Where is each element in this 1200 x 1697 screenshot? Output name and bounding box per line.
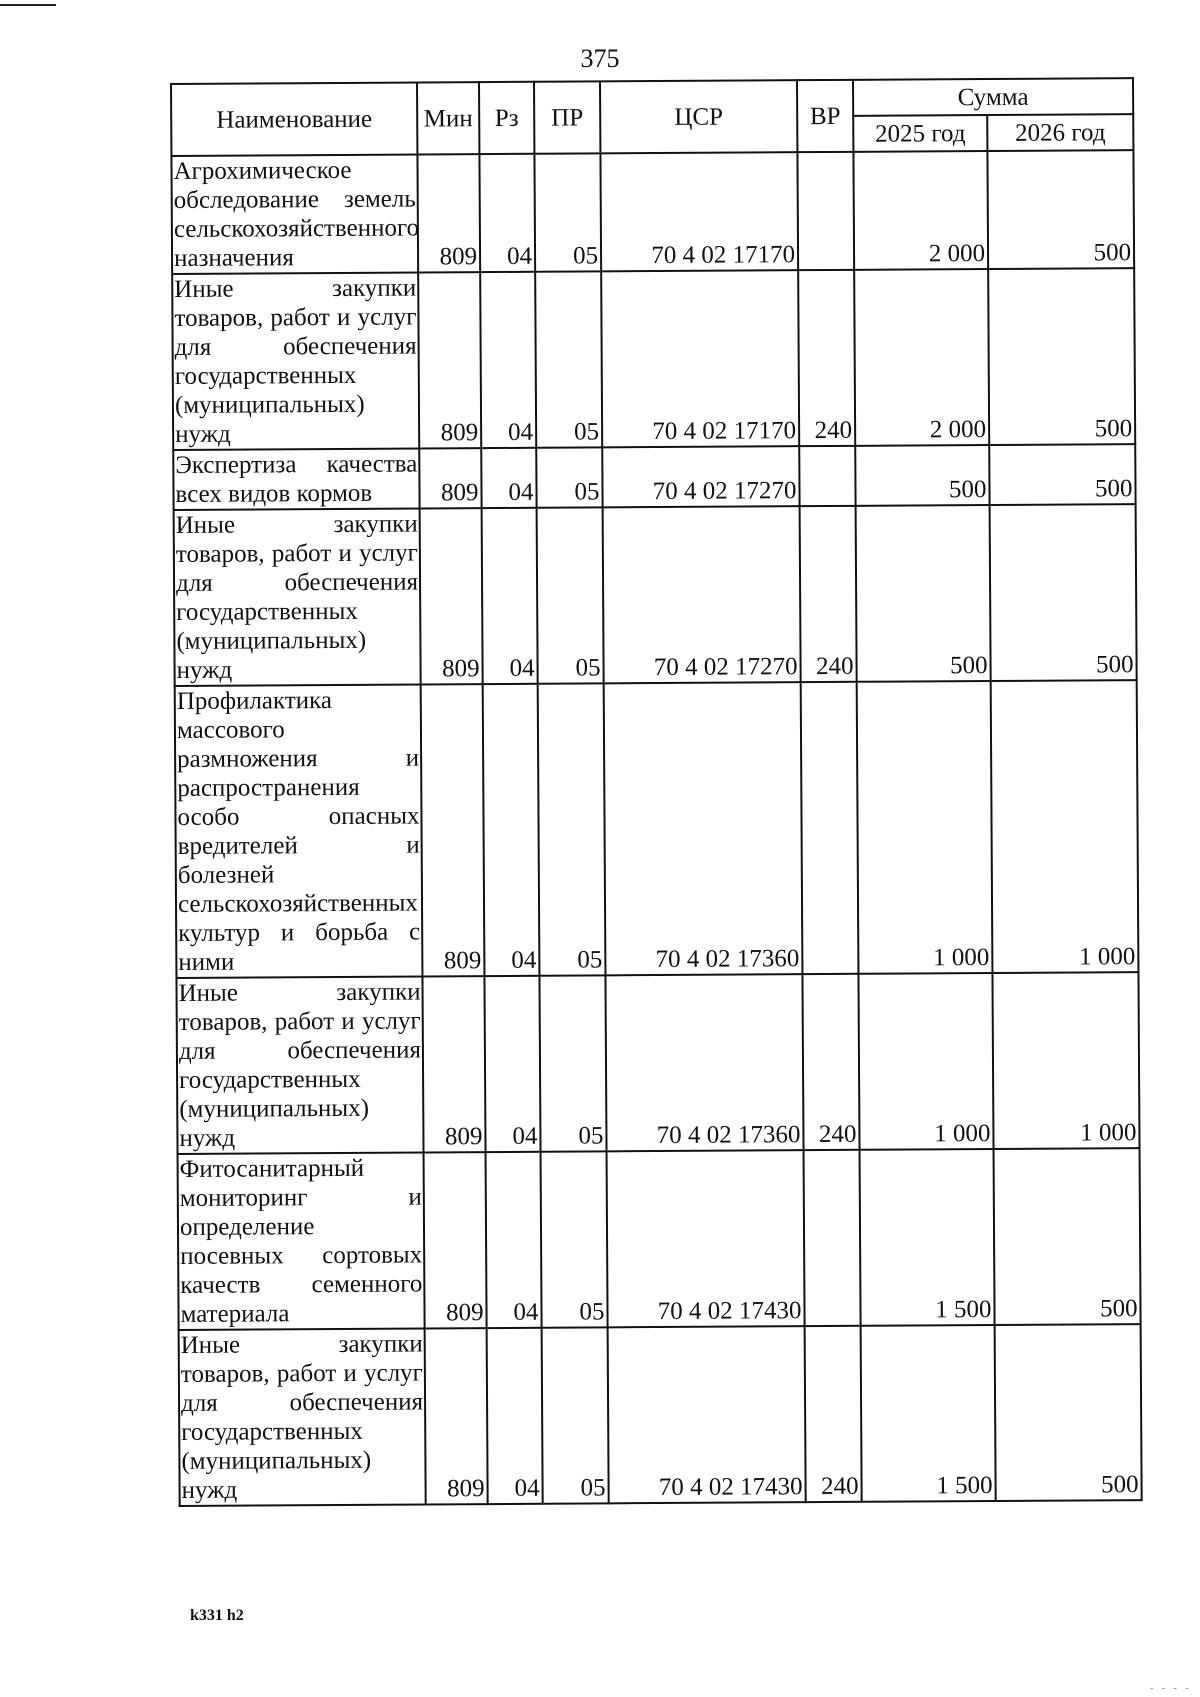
table-row xyxy=(173,444,1135,510)
cell-min: 809 xyxy=(417,154,480,272)
cell-vr xyxy=(797,152,854,270)
table-row xyxy=(175,680,1139,978)
cell-pr: 05 xyxy=(538,683,606,975)
footer-code: k331 h2 xyxy=(190,1607,244,1624)
cell-min: 809 xyxy=(424,1152,487,1328)
cell-csr: 70 4 02 17170 xyxy=(600,152,798,271)
cell-rz: 04 xyxy=(480,272,536,448)
page-number: 375 xyxy=(580,44,620,73)
cell-vr: 240 xyxy=(800,506,857,682)
cell-name: Иные закупки товаров, работ и услуг для обеспечения государственных (муниципальных) нужд xyxy=(174,508,421,685)
table-row xyxy=(178,1148,1141,1330)
header-min: Мин xyxy=(417,82,479,154)
cell-vr: 240 xyxy=(802,974,859,1150)
cell-pr: 05 xyxy=(536,447,602,507)
cell-sum-2026: 1 000 xyxy=(991,680,1139,973)
cell-name: Иные закупки товаров, работ и услуг для обеспечения государственных (муниципальных) нужд xyxy=(179,1328,426,1505)
cell-csr: 70 4 02 17360 xyxy=(604,682,803,975)
cell-rz: 04 xyxy=(479,154,535,272)
header-year-2025: 2025 год xyxy=(853,115,987,152)
cell-pr: 05 xyxy=(541,1151,608,1327)
cell-min: 809 xyxy=(425,1328,488,1504)
cell-min: 809 xyxy=(420,508,483,684)
cell-sum-2025: 500 xyxy=(855,445,989,506)
cell-rz: 04 xyxy=(481,448,536,508)
cell-sum-2025: 1 000 xyxy=(858,973,993,1150)
header-pr: ПР xyxy=(534,81,600,153)
cell-sum-2026: 500 xyxy=(987,150,1134,269)
table-row xyxy=(179,1324,1142,1506)
scan-marks: - - - - xyxy=(1150,1683,1192,1694)
header-vr: ВР xyxy=(797,80,853,152)
table-row xyxy=(174,504,1137,686)
cell-sum-2025: 1 500 xyxy=(860,1149,995,1326)
cell-sum-2026: 1 000 xyxy=(992,972,1139,1149)
cell-csr: 70 4 02 17430 xyxy=(608,1326,806,1503)
cell-csr: 70 4 02 17270 xyxy=(603,506,801,683)
scan-corner-mark xyxy=(0,4,56,6)
header-year-2026: 2026 год xyxy=(987,114,1133,151)
cell-csr: 70 4 02 17360 xyxy=(605,974,803,1151)
cell-pr: 05 xyxy=(537,507,604,683)
cell-pr: 05 xyxy=(535,271,602,447)
cell-sum-2026: 500 xyxy=(995,1324,1142,1501)
cell-sum-2026: 500 xyxy=(990,504,1137,681)
cell-pr: 05 xyxy=(542,1327,609,1503)
cell-csr: 70 4 02 17170 xyxy=(601,270,799,447)
cell-sum-2025: 1 500 xyxy=(861,1325,996,1502)
table-row xyxy=(172,268,1135,450)
cell-sum-2025: 1 000 xyxy=(857,681,993,974)
table-row xyxy=(171,150,1134,274)
cell-sum-2026: 500 xyxy=(989,444,1135,505)
cell-rz: 04 xyxy=(484,976,540,1152)
cell-pr: 05 xyxy=(534,153,601,271)
budget-table xyxy=(170,77,1143,1507)
cell-vr: 240 xyxy=(805,1326,862,1502)
header-name: Наименование xyxy=(171,82,417,156)
table-row xyxy=(176,972,1139,1154)
cell-name: Агрохимическое обследование земель сельскохозяйственного назначения xyxy=(171,154,418,274)
cell-rz: 04 xyxy=(486,1152,542,1328)
cell-vr: 240 xyxy=(798,270,855,446)
cell-min: 809 xyxy=(419,448,481,508)
cell-rz: 04 xyxy=(483,684,540,976)
cell-name: Иные закупки товаров, работ и услуг для обеспечения государственных (муниципальных) нужд xyxy=(176,976,423,1153)
cell-name: Профилактика массового размножения и распространения особо опасных вредителей и болезней сельскохозяйственных культур и борьба с ними xyxy=(175,684,423,977)
cell-name: Иные закупки товаров, работ и услуг для обеспечения государственных (муниципальных) нужд xyxy=(172,272,419,449)
cell-csr: 70 4 02 17270 xyxy=(602,446,799,507)
header-rz: Рз xyxy=(479,82,534,154)
table-body xyxy=(171,150,1141,1506)
cell-vr xyxy=(799,446,855,506)
cell-name: Фитосанитарный мониторинг и определение посевных сортовых качеств семенного материала xyxy=(178,1152,425,1329)
cell-vr xyxy=(804,1150,861,1326)
cell-rz: 04 xyxy=(482,508,538,684)
cell-csr: 70 4 02 17430 xyxy=(607,1150,805,1327)
cell-min: 809 xyxy=(422,976,485,1152)
cell-name: Экспертиза качества всех видов кормов xyxy=(173,448,419,510)
header-sum: Сумма xyxy=(853,78,1133,116)
cell-sum-2025: 2 000 xyxy=(854,269,989,446)
header-csr: ЦСР xyxy=(600,80,797,153)
cell-pr: 05 xyxy=(539,975,606,1151)
cell-sum-2026: 500 xyxy=(994,1148,1141,1325)
cell-min: 809 xyxy=(421,684,485,976)
cell-rz: 04 xyxy=(487,1328,543,1504)
cell-min: 809 xyxy=(418,272,481,448)
cell-sum-2025: 500 xyxy=(856,505,991,682)
cell-sum-2026: 500 xyxy=(988,268,1135,445)
cell-sum-2025: 2 000 xyxy=(853,151,988,270)
cell-vr xyxy=(801,682,859,974)
